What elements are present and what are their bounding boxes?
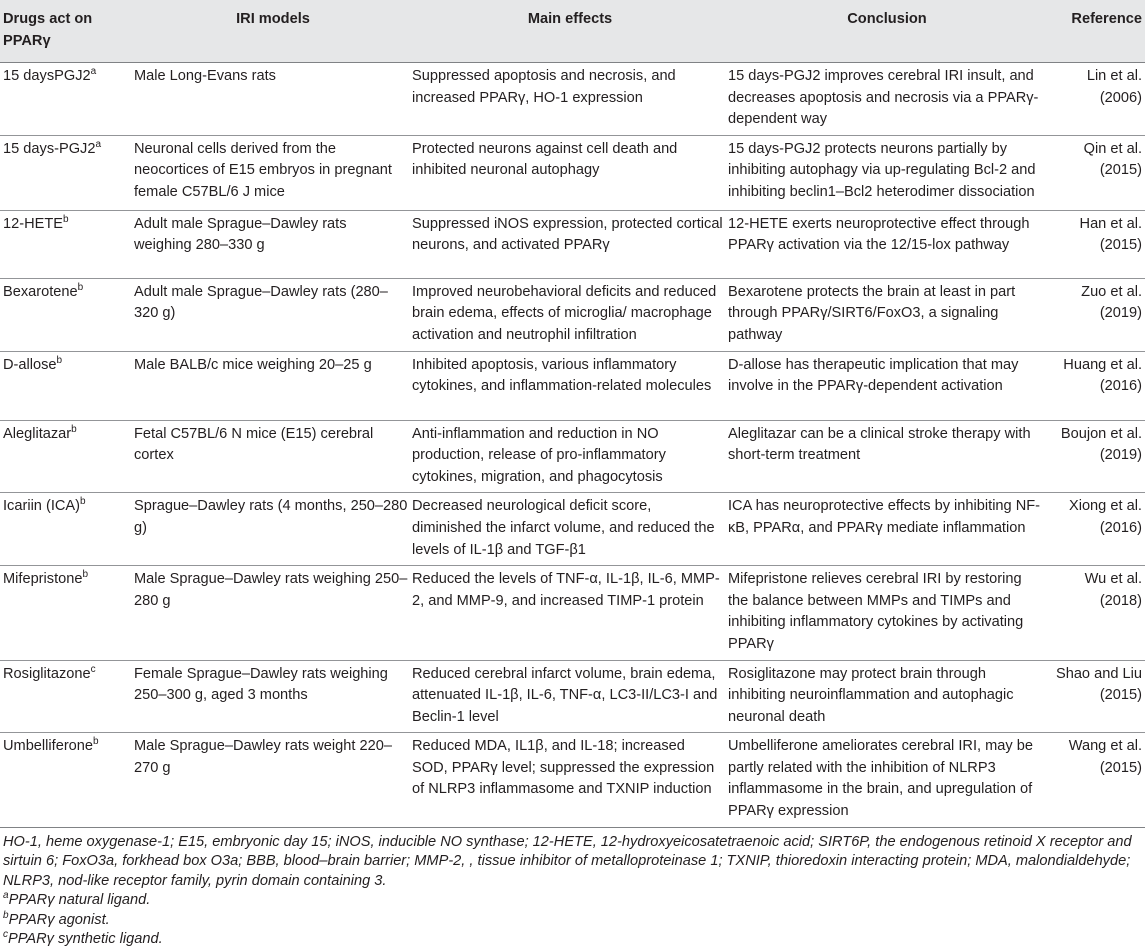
footnote-b-mark: b xyxy=(3,909,9,921)
header-main-effects: Main effects xyxy=(412,0,728,63)
conclusion-cell-text: 15 days-PGJ2 protects neurons partially by inhibiting autophagy via up-regulating Bcl-2 and inhibiting beclin1–Bcl2 heterodimer dissociation xyxy=(728,140,1036,200)
main-effects-cell xyxy=(412,566,728,660)
reference-cell-text: Lin et al. (2006) xyxy=(1086,68,1142,106)
table-body xyxy=(0,63,1145,828)
conclusion-cell xyxy=(728,420,1046,493)
drug-cell-text: Icariin (ICA) xyxy=(3,498,81,515)
reference-cell-text: Wu et al. (2018) xyxy=(1084,571,1142,609)
drug-cell xyxy=(0,135,134,210)
drug-footnote-mark: a xyxy=(95,138,102,150)
header-iri-models: IRI models xyxy=(134,0,412,63)
conclusion-cell xyxy=(728,210,1046,278)
reference-cell xyxy=(1046,660,1145,733)
conclusion-cell-text: 15 days-PGJ2 improves cerebral IRI insult, and decreases apoptosis and necrosis via a PPARγ-dependent way xyxy=(728,68,1039,128)
iri-model-cell-text: Adult male Sprague–Dawley rats (280–320 g) xyxy=(134,283,388,322)
conclusion-cell xyxy=(728,63,1046,136)
main-effects-cell xyxy=(412,420,728,493)
footnote-c-mark: c xyxy=(3,929,8,941)
drug-footnote-mark: b xyxy=(71,423,77,435)
reference-cell-text: Huang et al. (2016) xyxy=(1063,356,1142,395)
drug-footnote-mark: b xyxy=(93,736,99,748)
conclusion-cell xyxy=(728,660,1046,733)
iri-model-cell xyxy=(134,63,412,136)
drug-footnote-mark: b xyxy=(63,213,69,225)
header-row xyxy=(0,0,1145,63)
reference-cell-text: Zuo et al. (2019) xyxy=(1081,283,1142,322)
footnote-a-text: PPARγ natural ligand. xyxy=(8,892,151,909)
drug-cell xyxy=(0,278,134,351)
main-effects-cell xyxy=(412,351,728,420)
main-effects-cell xyxy=(412,210,728,278)
footnote-b-text: PPARγ agonist. xyxy=(8,911,110,928)
drug-cell xyxy=(0,351,134,420)
main-effects-cell xyxy=(412,278,728,351)
reference-cell xyxy=(1046,733,1145,827)
reference-cell xyxy=(1046,210,1145,278)
drug-cell-text: Aleglitazar xyxy=(3,425,72,442)
main-effects-cell-text: Anti-inflammation and reduction in NO production, release of pro-inflammatory cytokines, migration, and phagocytosis xyxy=(412,425,666,485)
drug-footnote-mark: c xyxy=(90,663,96,675)
reference-cell xyxy=(1046,493,1145,566)
conclusion-cell-text: D-allose has therapeutic implication that may involve in the PPARγ-dependent activation xyxy=(728,356,1019,395)
reference-cell-text: Xiong et al. (2016) xyxy=(1068,498,1142,536)
conclusion-cell xyxy=(728,135,1046,210)
drug-footnote-mark: a xyxy=(90,66,97,78)
footnote-a xyxy=(3,891,1142,911)
conclusion-cell-text: ICA has neuroprotective effects by inhibiting NF-κB, PPARα, and PPARγ mediate inflammation xyxy=(728,498,1041,536)
footnote-abbreviations: HO-1, heme oxygenase-1; E15, embryonic day 15; iNOS, inducible NO synthase; 12-HETE, 12-hydroxyeicosatetraenoic acid; SIRT6P, the endogenous retinoid X receptor and sirtuin 6; FoxO3a, forkhead box O3a; BBB, blood–brain barrier; MMP-2, , tissue inhibitor of metalloproteinase 1; TXNIP, thioredoxin interacting protein; MDA, malondialdehyde; NLRP3, nod-like receptor family, pyrin domain containing 3. xyxy=(3,833,1132,889)
iri-model-cell xyxy=(134,420,412,493)
main-effects-cell xyxy=(412,660,728,733)
reference-cell xyxy=(1046,135,1145,210)
drug-cell-text: D-allose xyxy=(3,356,57,373)
footnote-c-text: PPARγ synthetic ligand. xyxy=(8,931,163,948)
drug-footnote-mark: b xyxy=(56,354,63,366)
table-header xyxy=(0,0,1145,63)
conclusion-cell xyxy=(728,278,1046,351)
conclusion-cell-text: Mifepristone relieves cerebral IRI by restoring the balance between MMPs and TIMPs and inhibiting inflammatory cytokines by activating PPARγ xyxy=(728,571,1024,652)
drug-cell-text: 15 daysPGJ2 xyxy=(3,68,91,84)
reference-cell-text: Boujon et al. (2019) xyxy=(1060,425,1142,464)
iri-model-cell-text: Fetal C57BL/6 N mice (E15) cerebral cortex xyxy=(134,425,374,464)
iri-model-cell-text: Male Long-Evans rats xyxy=(134,68,276,84)
drug-footnote-mark: b xyxy=(80,496,86,508)
iri-model-cell-text: Adult male Sprague–Dawley rats weighing 280–330 g xyxy=(134,215,347,254)
main-effects-cell-text: Protected neurons against cell death and inhibited neuronal autophagy xyxy=(412,140,678,179)
main-effects-cell-text: Reduced MDA, IL1β, and IL-18; increased SOD, PPARγ level; suppressed the expression of NLRP3 inflammasome and TXNIP induction xyxy=(412,738,715,798)
iri-model-cell-text: Male BALB/c mice weighing 20–25 g xyxy=(134,356,372,373)
conclusion-cell xyxy=(728,566,1046,660)
drug-cell xyxy=(0,733,134,827)
conclusion-cell-text: Bexarotene protects the brain at least in part through PPARγ/SIRT6/FoxO3, a signaling pathway xyxy=(728,283,1016,343)
table-row xyxy=(0,420,1145,493)
reference-cell xyxy=(1046,63,1145,136)
iri-model-cell xyxy=(134,278,412,351)
iri-model-cell xyxy=(134,660,412,733)
drug-cell-text: Umbelliferone xyxy=(3,738,94,755)
reference-cell xyxy=(1046,351,1145,420)
iri-model-cell xyxy=(134,210,412,278)
drug-cell-text: 15 days-PGJ2 xyxy=(3,140,96,157)
table-row xyxy=(0,210,1145,278)
footnote-c xyxy=(3,930,1142,950)
conclusion-cell-text: Umbelliferone ameliorates cerebral IRI, may be partly related with the inhibition of NLRP3 inflammasome in the brain, and upregulation of PPARγ expression xyxy=(728,738,1033,820)
main-effects-cell-text: Reduced cerebral infarct volume, brain edema, attenuated IL-1β, IL-6, TNF-α, LC3-II/LC3-I and Beclin-1 level xyxy=(412,665,718,725)
table-row xyxy=(0,566,1145,660)
main-effects-cell xyxy=(412,493,728,566)
table-row xyxy=(0,733,1145,827)
main-effects-cell-text: Improved neurobehavioral deficits and reduced brain edema, effects of microglia/ macrophage activation and neutrophil infiltration xyxy=(412,283,717,343)
main-effects-cell-text: Suppressed iNOS expression, protected cortical neurons, and activated PPARγ xyxy=(412,215,723,254)
drug-footnote-mark: b xyxy=(77,281,84,293)
iri-model-cell-text: Male Sprague–Dawley rats weight 220–270 g xyxy=(134,738,392,776)
iri-model-cell-text: Female Sprague–Dawley rats weighing 250–300 g, aged 3 months xyxy=(134,665,388,704)
header-drugs: Drugs act on PPARγ xyxy=(0,0,134,63)
drug-cell-text: Mifepristone xyxy=(3,571,83,588)
table-row xyxy=(0,660,1145,733)
main-effects-cell xyxy=(412,135,728,210)
iri-model-cell xyxy=(134,493,412,566)
main-effects-cell-text: Suppressed apoptosis and necrosis, and increased PPARγ, HO-1 expression xyxy=(412,68,676,106)
conclusion-cell xyxy=(728,351,1046,420)
reference-cell-text: Shao and Liu (2015) xyxy=(1055,665,1142,704)
footnote-b xyxy=(3,911,1142,931)
drug-cell xyxy=(0,493,134,566)
header-conclusion: Conclusion xyxy=(728,0,1046,63)
drug-cell xyxy=(0,420,134,493)
conclusion-cell xyxy=(728,493,1046,566)
table-footnotes xyxy=(0,828,1145,950)
drug-cell xyxy=(0,566,134,660)
iri-model-cell-text: Sprague–Dawley rats (4 months, 250–280 g) xyxy=(134,498,408,536)
drug-cell-text: Rosiglitazone xyxy=(3,665,91,682)
reference-cell-text: Wang et al. (2015) xyxy=(1068,738,1142,776)
header-reference: Reference xyxy=(1046,0,1145,63)
conclusion-cell-text: Aleglitazar can be a clinical stroke therapy with short-term treatment xyxy=(728,425,1031,464)
main-effects-cell-text: Inhibited apoptosis, various inflammatory cytokines, and inflammation-related molecules xyxy=(412,356,712,395)
iri-model-cell xyxy=(134,733,412,827)
reference-cell xyxy=(1046,566,1145,660)
iri-model-cell-text: Male Sprague–Dawley rats weighing 250–280 g xyxy=(134,571,408,609)
main-effects-cell-text: Reduced the levels of TNF-α, IL-1β, IL-6, MMP-2, and MMP-9, and increased TIMP-1 protein xyxy=(412,571,720,609)
drug-cell xyxy=(0,210,134,278)
reference-cell xyxy=(1046,420,1145,493)
conclusion-cell xyxy=(728,733,1046,827)
iri-model-cell xyxy=(134,135,412,210)
reference-cell xyxy=(1046,278,1145,351)
table-row xyxy=(0,493,1145,566)
table-row xyxy=(0,63,1145,136)
main-effects-cell xyxy=(412,733,728,827)
drug-cell xyxy=(0,63,134,136)
main-effects-cell xyxy=(412,63,728,136)
drug-cell-text: 12-HETE xyxy=(3,215,64,232)
main-effects-cell-text: Decreased neurological deficit score, diminished the infarct volume, and reduced the levels of IL-1β and TGF-β1 xyxy=(412,498,715,558)
iri-model-cell xyxy=(134,566,412,660)
iri-model-cell-text: Neuronal cells derived from the neocortices of E15 embryos in pregnant female C57BL/6 J mice xyxy=(134,140,392,200)
conclusion-cell-text: 12-HETE exerts neuroprotective effect through PPARγ activation via the 12/15-lox pathway xyxy=(728,215,1030,254)
table-row xyxy=(0,278,1145,351)
drug-footnote-mark: b xyxy=(82,569,89,581)
table-row xyxy=(0,351,1145,420)
reference-cell-text: Han et al. (2015) xyxy=(1079,215,1142,254)
reference-cell-text: Qin et al. (2015) xyxy=(1083,140,1142,179)
table-row xyxy=(0,135,1145,210)
iri-model-cell xyxy=(134,351,412,420)
conclusion-cell-text: Rosiglitazone may protect brain through inhibiting neuroinflammation and autophagic neuronal death xyxy=(728,665,1014,725)
footnote-a-mark: a xyxy=(3,890,9,902)
drug-cell-text: Bexarotene xyxy=(3,283,78,300)
drug-cell xyxy=(0,660,134,733)
